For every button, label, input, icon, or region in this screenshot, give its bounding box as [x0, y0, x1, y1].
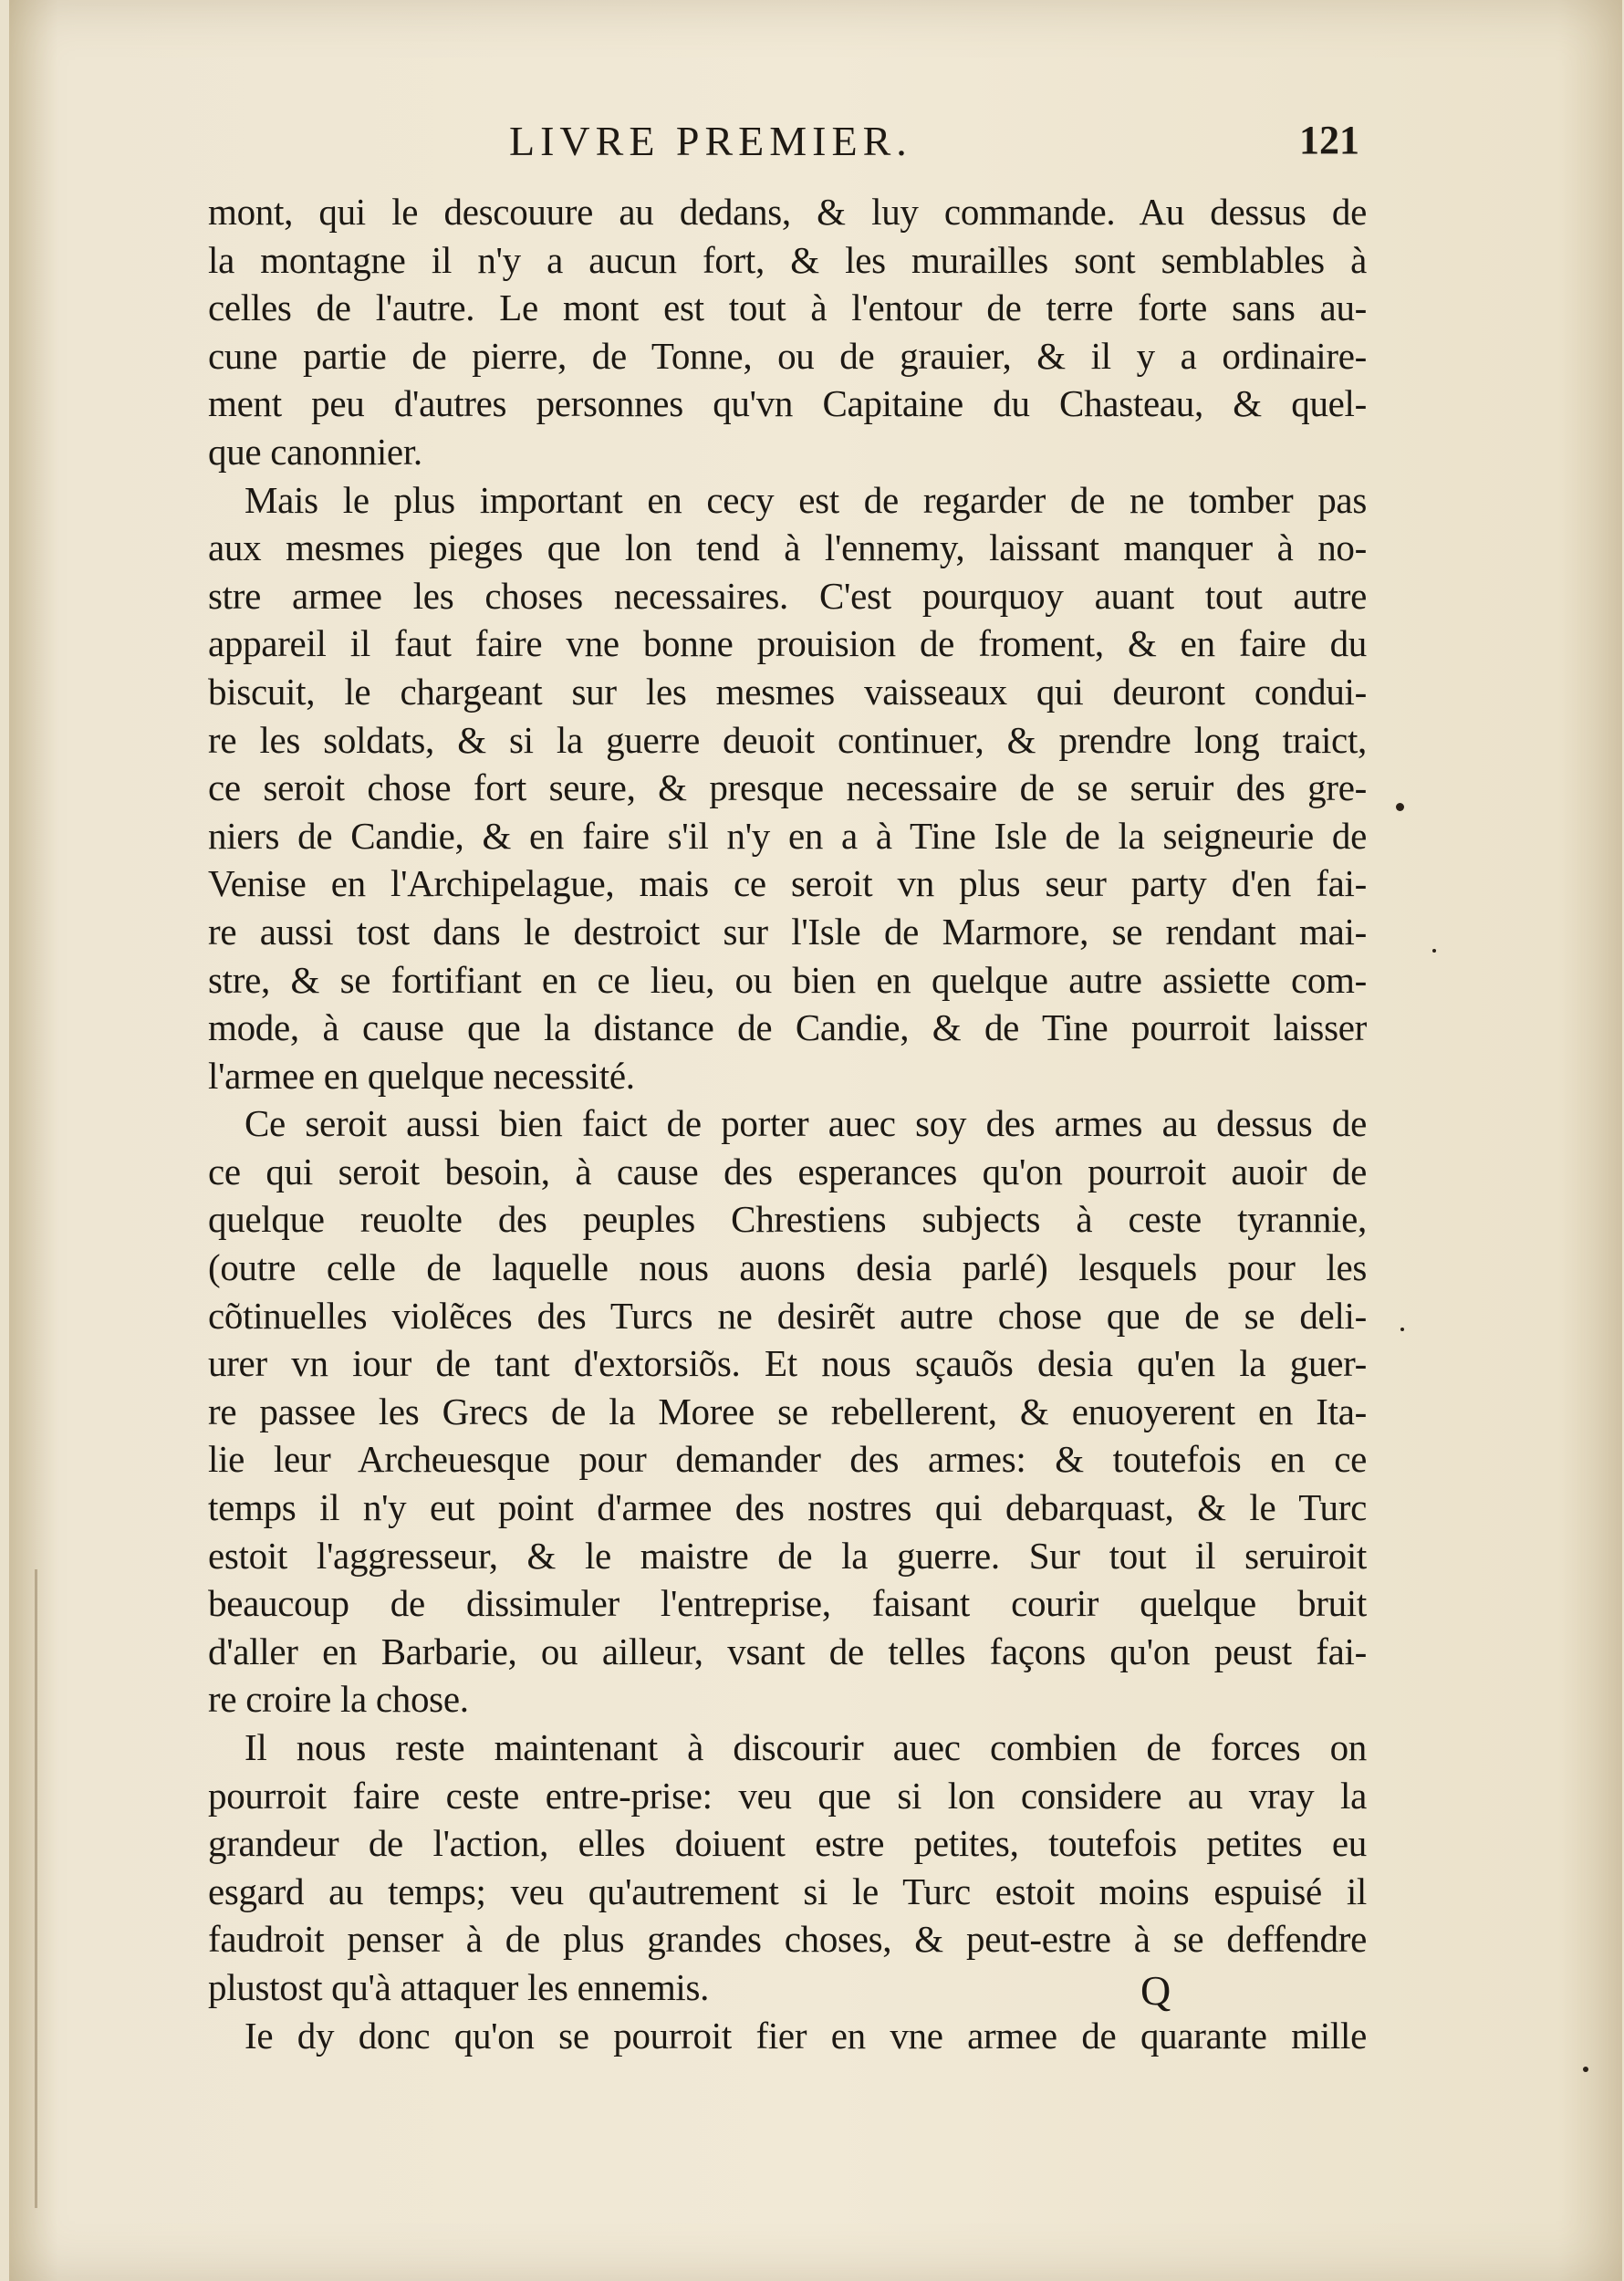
page-header — [208, 117, 1367, 172]
text-line: urer vn iour de tant d'extorsiõs. Et nous sçauõs desia qu'en la guer- — [208, 1342, 1367, 1385]
running-title: LIVRE PREMIER. — [509, 118, 912, 164]
text-line: (outre celle de laquelle nous auons desia parlé) lesquels pour les — [208, 1246, 1367, 1289]
ink-speck — [1432, 949, 1436, 953]
text-line: que canonnier. — [208, 430, 422, 473]
text-line: ce qui seroit besoin, à cause des esperances qu'on pourroit auoir de — [208, 1150, 1367, 1193]
catchword: Q — [1140, 1967, 1171, 2014]
text-line: la montagne il n'y a aucun fort, & les murailles sont semblables à — [208, 238, 1367, 281]
text-line: stre armee les choses necessaires. C'est pourquoy auant tout autre — [208, 574, 1367, 617]
text-line: Mais le plus important en cecy est de regarder de ne tomber pas — [245, 478, 1367, 521]
text-line: temps il n'y eut point d'armee des nostres qui debarquast, & le Turc — [208, 1486, 1367, 1529]
text-line: beaucoup de dissimuler l'entreprise, faisant courir quelque bruit — [208, 1582, 1367, 1625]
text-line: Il nous reste maintenant à discourir auec combien de forces on — [245, 1726, 1367, 1768]
text-line: re les soldats, & si la guerre deuoit continuer, & prendre long traict, — [208, 718, 1367, 761]
text-line: quelque reuolte des peuples Chrestiens subjects à ceste tyrannie, — [208, 1198, 1367, 1241]
text-line: cõtinuelles violẽces des Turcs ne desirẽt autre chose que de se deli- — [208, 1294, 1367, 1337]
text-line: pourroit faire ceste entre-prise: veu que si lon considere au vray la — [208, 1774, 1367, 1817]
text-line: mode, à cause que la distance de Candie, & de Tine pourroit laisser — [208, 1006, 1367, 1049]
text-line: Venise en l'Archipelague, mais ce seroit vn plus seur party d'en fai- — [208, 862, 1367, 905]
text-line: grandeur de l'action, elles doiuent estre petites, toutefois petites eu — [208, 1822, 1367, 1865]
text-line: plustost qu'à attaquer les ennemis. — [208, 1965, 710, 2008]
text-line: re aussi tost dans le destroict sur l'Isle de Marmore, se rendant mai- — [208, 910, 1367, 953]
text-line: appareil il faut faire vne bonne prouision de froment, & en faire du — [208, 622, 1367, 665]
page-number: 121 — [1299, 118, 1359, 162]
text-line: mont, qui le descouure au dedans, & luy commande. Au dessus de — [208, 191, 1367, 233]
text-line: re passee les Grecs de la Moree se rebellerent, & enuoyerent en Ita- — [208, 1390, 1367, 1432]
text-line: cune partie de pierre, de Tonne, ou de grauier, & il y a ordinaire- — [208, 334, 1367, 377]
text-line: lie leur Archeuesque pour demander des armes: & toutefois en ce — [208, 1438, 1367, 1481]
ink-speck — [1396, 803, 1404, 811]
text-line: niers de Candie, & en faire s'il n'y en a à Tine Isle de la seigneurie de — [208, 814, 1367, 857]
body-text — [208, 188, 1367, 2059]
ink-speck — [1400, 1328, 1404, 1331]
ink-speck — [1583, 2067, 1588, 2072]
text-line: celles de l'autre. Le mont est tout à l'entour de terre forte sans au- — [208, 286, 1367, 329]
text-line: ce seroit chose fort seure, & presque necessaire de se seruir des gre- — [208, 766, 1367, 809]
text-line: esgard au temps; veu qu'autrement si le Turc estoit moins espuisé il — [208, 1870, 1367, 1912]
text-line: re croire la chose. — [208, 1678, 469, 1721]
text-line: faudroit penser à de plus grandes choses, & peut-estre à se deffendre — [208, 1918, 1367, 1961]
text-line: Ie dy donc qu'on se pourroit fier en vne armee de quarante mille — [245, 2014, 1367, 2057]
text-line: aux mesmes pieges que lon tend à l'ennemy, laissant manquer à no- — [208, 526, 1367, 569]
book-page — [9, 0, 1622, 2281]
text-line: biscuit, le chargeant sur les mesmes vaisseaux qui deuront condui- — [208, 670, 1367, 713]
text-line: Ce seroit aussi bien faict de porter auec soy des armes au dessus de — [245, 1102, 1367, 1145]
text-line: ment peu d'autres personnes qu'vn Capitaine du Chasteau, & quel- — [208, 382, 1367, 425]
text-line: estoit l'aggresseur, & le maistre de la guerre. Sur tout il seruiroit — [208, 1534, 1367, 1577]
text-line: l'armee en quelque necessité. — [208, 1054, 635, 1097]
text-line: d'aller en Barbarie, ou ailleur, vsant de telles façons qu'on peust fai- — [208, 1630, 1367, 1672]
text-line: stre, & se fortifiant en ce lieu, ou bien en quelque autre assiette com- — [208, 958, 1367, 1001]
